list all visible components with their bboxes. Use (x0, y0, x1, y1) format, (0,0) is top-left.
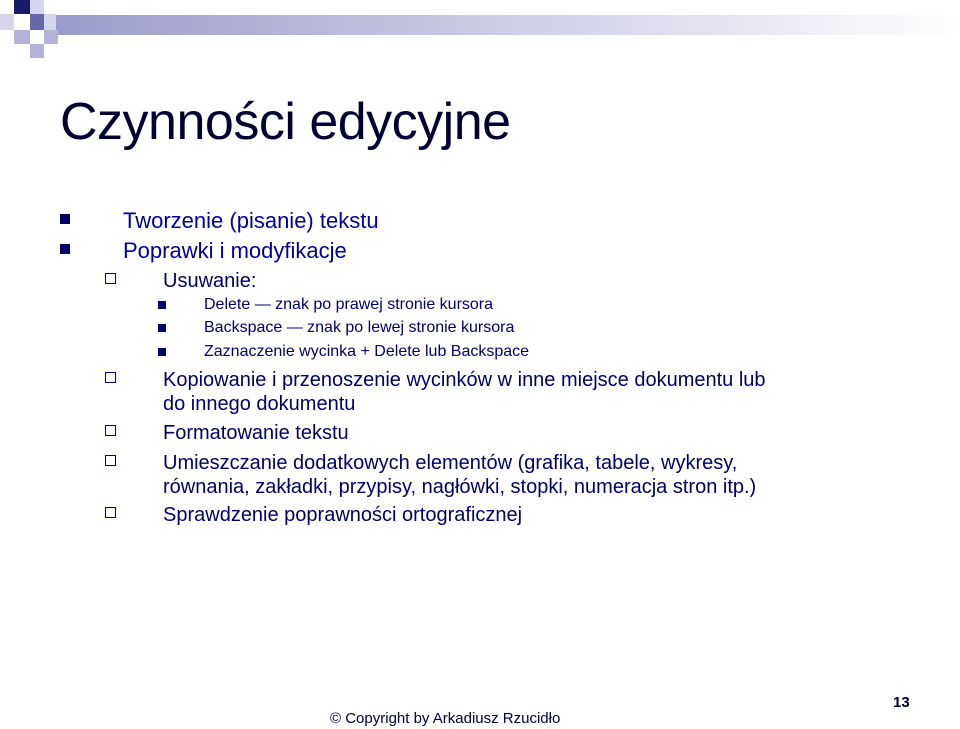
bullet-text: Zaznaczenie wycinka + Delete lub Backspace (204, 343, 530, 360)
bullet-text: Backspace — znak po lewej stronie kursora (204, 319, 515, 336)
bullet-text-line: Kopiowanie i przenoszenie wycinków w inne miejsce dokumentu lub (163, 369, 766, 391)
bullet-text-line: do innego dokumentu (163, 393, 356, 415)
square-bullet-icon (60, 244, 70, 254)
hollow-square-bullet-icon (105, 507, 116, 518)
slide-title: Czynności edycyjne (60, 93, 511, 151)
page-number: 13 (893, 694, 910, 711)
bullet-text: Tworzenie (pisanie) tekstu (123, 208, 379, 233)
footer-copyright: © Copyright by Arkadiusz Rzucidło (330, 710, 561, 727)
hollow-square-bullet-icon (105, 455, 116, 466)
bullet-text (163, 451, 756, 499)
hollow-square-bullet-icon (105, 372, 116, 383)
bullet-text-line: równania, zakładki, przypisy, nagłówki, stopki, numeracja stron itp.) (163, 476, 757, 498)
bullet-text-line: Umieszczanie dodatkowych elementów (grafika, tabele, wykresy, (163, 452, 738, 474)
bullet-text (163, 368, 766, 416)
bullet-text: Sprawdzenie poprawności ortograficznej (163, 504, 523, 526)
hollow-square-bullet-icon (105, 425, 116, 436)
bullet-text: Formatowanie tekstu (163, 422, 349, 444)
bullet-text: Poprawki i modyfikacje (123, 238, 347, 263)
header-decoration (0, 0, 960, 70)
bullet-text: Usuwanie: (163, 270, 257, 292)
square-bullet-icon (158, 301, 166, 309)
square-bullet-icon (158, 324, 166, 332)
hollow-square-bullet-icon (105, 273, 116, 284)
square-bullet-icon (158, 348, 166, 356)
bullet-text: Delete — znak po prawej stronie kursora (204, 296, 494, 313)
square-bullet-icon (60, 214, 70, 224)
